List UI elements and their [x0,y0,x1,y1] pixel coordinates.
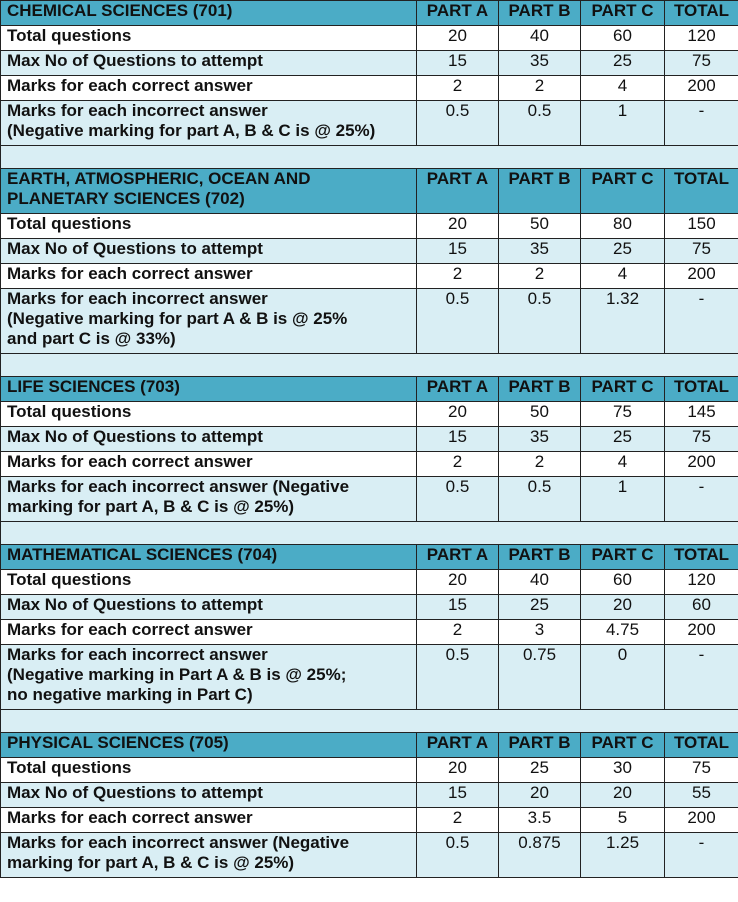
table-row [1,239,738,264]
cell-total: 200 [665,452,738,477]
table-row [1,595,738,620]
section-title-line: CHEMICAL SCIENCES (701) [7,1,233,20]
cell-part-c: 1.32 [581,289,665,354]
cell-total: - [665,477,738,522]
cell-part-b: 25 [499,758,581,783]
row-label-line: (Negative marking in Part A & B is @ 25%; [7,665,347,684]
row-label-line: Marks for each correct answer [7,808,253,827]
cell-part-a: 20 [417,214,499,239]
cell-total: - [665,101,738,146]
cell-part-a: 20 [417,570,499,595]
row-label [1,76,417,101]
table-row [1,833,738,878]
cell-part-b: 0.875 [499,833,581,878]
cell-part-c: 30 [581,758,665,783]
section-title [1,377,417,402]
table-row [1,620,738,645]
row-label-line: Marks for each incorrect answer (Negative [7,477,350,496]
column-header-total: TOTAL [665,1,738,26]
section-title [1,169,417,214]
row-label [1,452,417,477]
row-label-line: marking for part A, B & C is @ 25%) [7,853,295,872]
column-header-total: TOTAL [665,733,738,758]
section-title [1,1,417,26]
cell-total: 75 [665,51,738,76]
row-label-line: and part C is @ 33%) [7,329,176,348]
row-label [1,595,417,620]
section-title-line: PLANETARY SCIENCES (702) [7,189,245,208]
cell-part-c: 1 [581,101,665,146]
table-row [1,783,738,808]
row-label [1,402,417,427]
section-title-line: EARTH, ATMOSPHERIC, OCEAN AND [7,169,311,188]
section-spacer [1,354,738,377]
row-label-line: Marks for each incorrect answer [7,645,268,664]
cell-part-c: 25 [581,239,665,264]
row-label [1,214,417,239]
column-header-part-b: PART B [499,169,581,214]
section-spacer [1,522,738,545]
section-title-line: PHYSICAL SCIENCES (705) [7,733,229,752]
cell-total: - [665,289,738,354]
table-row [1,264,738,289]
table-row [1,758,738,783]
column-header-part-b: PART B [499,1,581,26]
column-header-total: TOTAL [665,377,738,402]
column-header-part-c: PART C [581,545,665,570]
row-label [1,808,417,833]
row-label [1,26,417,51]
section-header-row [1,169,738,214]
table-row [1,808,738,833]
cell-total: 200 [665,808,738,833]
cell-part-c: 75 [581,402,665,427]
row-label-line: Total questions [7,570,132,589]
cell-part-a: 0.5 [417,101,499,146]
table-row [1,101,738,146]
cell-part-b: 35 [499,427,581,452]
cell-part-a: 15 [417,783,499,808]
row-label-line: Marks for each incorrect answer [7,289,268,308]
table-row [1,214,738,239]
section-header-row [1,733,738,758]
cell-part-c: 20 [581,595,665,620]
row-label [1,570,417,595]
table-row [1,570,738,595]
row-label-line: Marks for each incorrect answer (Negative [7,833,350,852]
row-label-line: Max No of Questions to attempt [7,783,263,802]
table-row [1,427,738,452]
section-title-line: LIFE SCIENCES (703) [7,377,180,396]
cell-part-c: 60 [581,26,665,51]
column-header-part-b: PART B [499,545,581,570]
row-label-line: Marks for each correct answer [7,620,253,639]
cell-part-b: 50 [499,214,581,239]
cell-part-b: 40 [499,26,581,51]
column-header-total: TOTAL [665,169,738,214]
cell-part-b: 0.5 [499,101,581,146]
row-label-line: Max No of Questions to attempt [7,427,263,446]
cell-part-a: 15 [417,427,499,452]
row-label-line: Marks for each correct answer [7,76,253,95]
cell-part-c: 20 [581,783,665,808]
cell-part-c: 1.25 [581,833,665,878]
column-header-part-c: PART C [581,733,665,758]
row-label [1,620,417,645]
column-header-part-c: PART C [581,377,665,402]
section-spacer [1,710,738,733]
row-label [1,645,417,710]
cell-total: 150 [665,214,738,239]
row-label [1,833,417,878]
cell-total: 75 [665,758,738,783]
exam-pattern-table-body [1,1,738,878]
cell-part-a: 2 [417,452,499,477]
row-label-line: (Negative marking for part A & B is @ 25% [7,309,348,328]
row-label-line: Max No of Questions to attempt [7,595,263,614]
table-row [1,76,738,101]
cell-part-a: 15 [417,239,499,264]
row-label [1,783,417,808]
cell-part-b: 35 [499,239,581,264]
cell-part-c: 25 [581,427,665,452]
row-label [1,264,417,289]
cell-part-b: 25 [499,595,581,620]
cell-part-c: 0 [581,645,665,710]
cell-total: 55 [665,783,738,808]
cell-total: 145 [665,402,738,427]
cell-part-b: 2 [499,452,581,477]
cell-part-c: 4 [581,76,665,101]
section-title-line: MATHEMATICAL SCIENCES (704) [7,545,278,564]
cell-part-a: 15 [417,51,499,76]
section-header-row [1,545,738,570]
column-header-part-a: PART A [417,377,499,402]
row-label [1,239,417,264]
table-row [1,402,738,427]
cell-part-a: 0.5 [417,477,499,522]
row-label-line: marking for part A, B & C is @ 25%) [7,497,295,516]
section-spacer [1,146,738,169]
row-label-line: Total questions [7,214,132,233]
column-header-part-c: PART C [581,1,665,26]
cell-part-a: 20 [417,758,499,783]
row-label [1,477,417,522]
cell-part-a: 2 [417,808,499,833]
cell-part-b: 3.5 [499,808,581,833]
cell-part-c: 25 [581,51,665,76]
section-header-row [1,377,738,402]
table-row [1,645,738,710]
column-header-part-c: PART C [581,169,665,214]
cell-total: 200 [665,620,738,645]
cell-total: - [665,645,738,710]
cell-total: 200 [665,76,738,101]
cell-part-b: 40 [499,570,581,595]
cell-total: 75 [665,239,738,264]
row-label [1,101,417,146]
cell-part-c: 1 [581,477,665,522]
cell-part-b: 2 [499,264,581,289]
column-header-part-a: PART A [417,169,499,214]
section-title [1,545,417,570]
row-label [1,758,417,783]
section-title [1,733,417,758]
cell-total: 120 [665,26,738,51]
cell-part-a: 0.5 [417,289,499,354]
cell-part-c: 4 [581,264,665,289]
cell-part-c: 5 [581,808,665,833]
spacer-cell [1,710,738,733]
column-header-total: TOTAL [665,545,738,570]
cell-part-a: 15 [417,595,499,620]
cell-part-b: 20 [499,783,581,808]
cell-part-c: 80 [581,214,665,239]
cell-part-b: 0.75 [499,645,581,710]
column-header-part-b: PART B [499,377,581,402]
column-header-part-a: PART A [417,545,499,570]
row-label-line: Marks for each incorrect answer [7,101,268,120]
cell-part-a: 0.5 [417,833,499,878]
row-label-line: Total questions [7,758,132,777]
row-label-line: Max No of Questions to attempt [7,51,263,70]
cell-part-b: 0.5 [499,289,581,354]
cell-part-a: 0.5 [417,645,499,710]
table-row [1,289,738,354]
section-header-row [1,1,738,26]
column-header-part-a: PART A [417,733,499,758]
row-label-line: (Negative marking for part A, B & C is @ 25%) [7,121,376,140]
cell-total: 120 [665,570,738,595]
table-row [1,452,738,477]
row-label [1,427,417,452]
row-label-line: no negative marking in Part C) [7,685,253,704]
cell-total: 200 [665,264,738,289]
cell-total: 60 [665,595,738,620]
table-row [1,51,738,76]
column-header-part-a: PART A [417,1,499,26]
row-label-line: Total questions [7,402,132,421]
column-header-part-b: PART B [499,733,581,758]
row-label-line: Total questions [7,26,132,45]
cell-part-c: 4 [581,452,665,477]
row-label-line: Marks for each correct answer [7,452,253,471]
row-label-line: Max No of Questions to attempt [7,239,263,258]
cell-part-c: 60 [581,570,665,595]
cell-part-b: 0.5 [499,477,581,522]
row-label [1,289,417,354]
cell-part-b: 50 [499,402,581,427]
table-row [1,26,738,51]
cell-part-b: 2 [499,76,581,101]
row-label-line: Marks for each correct answer [7,264,253,283]
cell-part-a: 20 [417,26,499,51]
cell-part-c: 4.75 [581,620,665,645]
spacer-cell [1,354,738,377]
cell-part-a: 20 [417,402,499,427]
cell-part-a: 2 [417,264,499,289]
cell-part-b: 3 [499,620,581,645]
cell-total: 75 [665,427,738,452]
cell-part-b: 35 [499,51,581,76]
spacer-cell [1,522,738,545]
cell-part-a: 2 [417,76,499,101]
table-row [1,477,738,522]
cell-total: - [665,833,738,878]
cell-part-a: 2 [417,620,499,645]
row-label [1,51,417,76]
spacer-cell [1,146,738,169]
